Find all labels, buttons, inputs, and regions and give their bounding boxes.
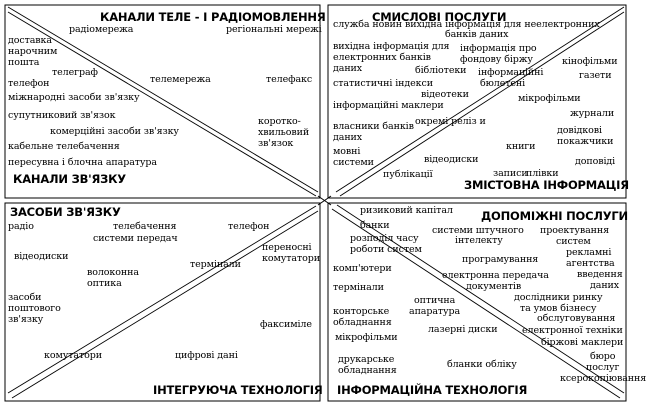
item-optical-equipment-1: оптична [414, 295, 456, 306]
item-microfilms: мікрофільми [518, 93, 581, 104]
item-postal-means-1: засоби [8, 292, 42, 303]
item-info-bulletins-1: інформаційні [478, 67, 544, 78]
item-fiber-optics-2: оптика [87, 278, 122, 289]
item-reports: доповіді [575, 156, 616, 167]
item-output-non-electronic-2: банків даних [445, 29, 509, 40]
item-language-systems-1: мовні [333, 146, 361, 157]
item-courier: нарочним [8, 46, 58, 57]
item-market-researchers-1: дослідники ринку [514, 292, 603, 303]
item-post: пошта [8, 57, 40, 68]
item-news-service: служба новин [333, 19, 402, 30]
item-postal-means-3: зв'язку [8, 314, 44, 325]
item-recordings: записи [493, 168, 528, 179]
item-output-non-electronic-1: вихідна інформація для неелектронних [405, 19, 600, 30]
item-international-communications: міжнародні засоби зв'язку [8, 92, 140, 103]
item-films: кінофільми [562, 56, 618, 67]
item-db-owners-2: даних [333, 132, 363, 143]
item-ai-systems-2: інтелекту [455, 235, 503, 246]
item-satellite-communication: супутниковий зв'язок [8, 110, 116, 121]
item-short-wave-3: зв'язок [258, 138, 294, 149]
item-fiber-optics-1: волоконна [87, 267, 139, 278]
item-videodiscs: відеодиски [14, 251, 69, 262]
item-radio: радіо [8, 221, 34, 232]
item-radio-network: радіомережа [69, 24, 134, 35]
item-ad-agencies-1: рекламні [566, 247, 612, 258]
item-mobile-block-equipment: пересувна і блочна апаратура [8, 157, 157, 168]
item-reference-indices-1: довідкові [557, 125, 602, 136]
item-output-electronic-1: вихідна інформація для [333, 41, 450, 52]
item-market-researchers-2: та умов бізнесу [520, 303, 597, 314]
item-telefax: телефакс [266, 74, 313, 85]
item-facsimile: факсиміле [260, 319, 312, 330]
item-commercial-communications: комерційні засоби зв'язку [50, 126, 179, 137]
item-postal-means-2: поштового [8, 303, 61, 314]
item-output-electronic-3: даних [333, 63, 363, 74]
item-statistical-indices: статистичні індекси [333, 78, 433, 89]
item-videodiscs: відеодиски [424, 154, 479, 165]
item-language-systems-2: системи [333, 157, 374, 168]
item-short-wave-2: хвильовий [258, 127, 310, 138]
item-db-owners-1: власники банків [333, 121, 414, 132]
item-system-design-2: систем [556, 236, 591, 247]
item-releases: окремі реліз и [415, 116, 486, 127]
item-programming: програмування [462, 254, 539, 265]
item-data-input-2: даних [590, 280, 620, 291]
item-tv-network: телемережа [150, 74, 211, 85]
quadrant-subtitle-communication-channels: КАНАЛИ ЗВ'ЯЗКУ [13, 172, 126, 186]
quadrant-subtitle-information-technology: ІНФОРМАЦІЙНА ТЕХНОЛОГІЯ [337, 383, 528, 397]
quadrant-subtitle-integrating-technology: ІНТЕГРУЮЧА ТЕХНОЛОГІЯ [153, 383, 323, 397]
item-output-electronic-2: електронних банків [333, 52, 431, 63]
item-service-bureau-1: бюро [590, 351, 616, 362]
item-reference-indices-2: покажчики [557, 136, 614, 147]
item-newspapers: газети [579, 70, 612, 81]
item-electronics-service-1: обслуговування [537, 313, 616, 324]
item-telephone: телефон [228, 221, 270, 232]
item-telegraph: телеграф [52, 67, 98, 78]
item-switches: комутатори [44, 350, 102, 361]
item-regional-networks: регіональні мережі [226, 24, 322, 35]
item-ad-agencies-2: агентства [566, 258, 615, 269]
item-transmission-systems: системи передач [93, 233, 178, 244]
item-libraries: бібліотеки [415, 65, 467, 76]
item-stock-brokers: біржові маклери [541, 337, 624, 348]
item-portable-switches-2: комутатори [262, 253, 320, 264]
item-books: книги [506, 141, 536, 152]
item-short-wave-1: коротко- [258, 116, 301, 127]
item-photocopying: ксерокопіювання [560, 373, 646, 384]
item-venture-capital: ризиковий капітал [360, 205, 453, 216]
quadrant-title-auxiliary-services: ДОПОМІЖНІ ПОСЛУГИ [481, 209, 628, 223]
item-banks: банки [360, 220, 390, 231]
item-telephone: телефон [8, 78, 50, 89]
item-electronic-transfer-2: документів [466, 281, 522, 292]
item-office-equipment-2: обладнання [333, 317, 392, 328]
corner-connectors [318, 196, 331, 205]
quadrant-title-channels-tv-radio: КАНАЛИ ТЕЛЕ - І РАДІОМОВЛЕННЯ [100, 10, 326, 24]
item-electronics-service-2: електронної техніки [522, 325, 623, 336]
item-terminals: термінали [190, 259, 241, 270]
item-system-design-1: проектування [540, 225, 610, 236]
quadrant-subtitle-content-information: ЗМІСТОВНА ІНФОРМАЦІЯ [464, 178, 629, 192]
item-computers: комп'ютери [333, 263, 392, 274]
item-accounting-forms: бланки обліку [447, 359, 517, 370]
item-info-bulletins-2: бюлетені [480, 78, 526, 89]
item-data-input-1: введення [577, 269, 623, 280]
item-printing-equipment-2: обладнання [338, 365, 397, 376]
item-microfilms: мікрофільми [335, 332, 398, 343]
item-office-equipment-1: конторське [333, 306, 390, 317]
item-info-brokers: інформаційні маклери [333, 100, 444, 111]
item-stock-info-2: фондову біржу [460, 54, 533, 65]
item-delivery: доставка [8, 35, 52, 46]
item-video-libraries: відеотеки [421, 89, 469, 100]
item-portable-switches-1: переносні [262, 242, 312, 253]
item-journals: журнали [570, 108, 615, 119]
item-ai-systems-1: системи штучного [432, 225, 524, 236]
item-digital-data: цифрові дані [175, 350, 238, 361]
item-time-sharing-2: роботи систем [350, 244, 422, 255]
item-cable-tv: кабельне телебачення [8, 141, 120, 152]
item-optical-equipment-2: апаратура [409, 306, 461, 317]
item-television: телебачення [113, 221, 177, 232]
quadrant-title-semantic-services: СМИСЛОВІ ПОСЛУГИ [372, 10, 507, 24]
item-time-sharing-1: розподіл часу [350, 233, 419, 244]
item-publications: публікації [383, 169, 433, 180]
quadrant-title-communication-means: ЗАСОБИ ЗВ'ЯЗКУ [10, 205, 121, 219]
item-tapes: плівки [526, 168, 559, 179]
item-printing-equipment-1: друкарське [338, 354, 395, 365]
item-stock-info-1: інформація про [460, 43, 537, 54]
item-service-bureau-2: послуг [586, 362, 620, 373]
item-terminals: термінали [333, 282, 384, 293]
item-electronic-transfer-1: електронна передача [442, 270, 549, 281]
item-laser-discs: лазерні диски [428, 324, 498, 335]
